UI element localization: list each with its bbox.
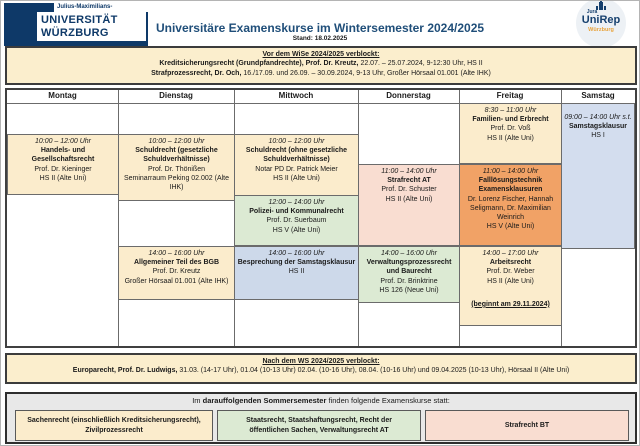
stand-date: Stand: 18.02.2025 <box>292 35 348 42</box>
event-lecturer: Dr. Lorenz Fischer, Hannah Seligmann, Dr. Maximilian Weinrich <box>467 195 554 222</box>
event-schuldrecht-ohne <box>234 134 359 196</box>
event-polizei-kommunalrecht <box>234 195 359 246</box>
event-time: 14:00 – 16:00 Uhr <box>148 250 205 257</box>
event-schuldrecht-gesetzlich <box>118 134 235 201</box>
event-title: Strafrecht AT <box>387 177 431 185</box>
day-header-freitag: Freitag <box>496 91 524 100</box>
event-room: HS II (Alte Uni) <box>487 134 534 142</box>
column-divider <box>118 90 119 346</box>
notice-line <box>7 59 635 68</box>
event-title: Falllösungstechnik Examensklausuren <box>478 177 543 194</box>
event-title: Samstagsklausur <box>569 123 627 131</box>
event-room: HS II (Alte Uni) <box>385 195 433 203</box>
event-samstagsklausur <box>561 103 635 249</box>
notice-details: 22.07. – 25.07.2024, 9-12:30 Uhr, HS II <box>358 60 483 68</box>
event-verwaltungsprozessrecht <box>358 246 460 303</box>
event-besprechung-samstagsklausur <box>234 246 359 300</box>
event-lecturer: Prof. Dr. Suerbaum <box>266 217 327 225</box>
event-start-note: (beginnt am 29.11.2024) <box>471 300 550 308</box>
event-time: 11:00 – 14:00 Uhr <box>381 168 437 175</box>
notice-after-semester <box>5 353 637 384</box>
jmu-logo-line2: WÜRZBURG <box>41 26 109 39</box>
unirep-name-label: UniRep <box>581 14 621 26</box>
event-room: Großer Hörsaal 01.001 (Alte IHK) <box>124 277 229 285</box>
event-lecturer: Prof. Dr. Kreutz <box>152 268 201 276</box>
semester-box-strafrecht-bt: Strafrecht BT <box>425 410 629 441</box>
day-header-montag: Montag <box>48 91 77 100</box>
jmu-logo-line1: UNIVERSITÄT <box>41 14 118 26</box>
notice-title: Nach dem WS 2024/2025 verblockt: <box>262 358 380 365</box>
event-room: HS II (Alte Uni) <box>39 174 87 182</box>
day-header-dienstag: Dienstag <box>159 91 193 100</box>
notice-course: Kreditsicherungsrecht (Grundpfandrechte), Prof. Dr. Kreutz, <box>159 60 359 68</box>
event-time: 14:00 – 17:00 Uhr <box>482 250 539 257</box>
event-room: HS II <box>288 268 305 276</box>
event-title: Allgemeiner Teil des BGB <box>133 259 220 267</box>
day-header-samstag: Samstag <box>581 91 615 100</box>
heading-bold: darauffolgenden Sommersemester <box>202 396 327 405</box>
event-falllösungstechnik <box>459 164 562 246</box>
event-title: Polizei- und Kommunalrecht <box>249 208 344 216</box>
next-semester-section <box>5 392 637 444</box>
semester-box-zivilrecht: Sachenrecht (einschließlich Kreditsicherungsrecht), Zivilprozessrecht <box>15 410 213 441</box>
event-title: Verwaltungsprozessrecht und Baurecht <box>366 259 452 276</box>
event-time: 09:00 – 14:00 Uhr s.t. <box>564 114 632 121</box>
jmu-logo-subtitle: Julius-Maximilians- <box>54 2 148 12</box>
event-time: 8:30 – 11:00 Uhr <box>484 107 537 114</box>
event-time: 11:00 – 14:00 Uhr <box>482 168 539 175</box>
page-title: Universitäre Examenskurse im Wintersemester 2024/2025 <box>155 21 485 35</box>
event-lecturer: Prof. Dr. Brinktrine <box>380 277 438 285</box>
event-room: HS V (Alte Uni) <box>272 226 321 234</box>
event-time: 10:00 – 12:00 Uhr <box>268 138 325 145</box>
notice-course: Strafprozessrecht, Dr. Och, <box>151 69 242 77</box>
day-header-mittwoch: Mittwoch <box>278 91 314 100</box>
event-title: Familien- und Erbrecht <box>472 116 549 124</box>
heading-post: finden folgende Examenskurse statt: <box>326 396 450 405</box>
event-familien-erbrecht <box>459 103 562 164</box>
unirep-logo <box>576 0 626 48</box>
event-lecturer: Prof. Dr. Schuster <box>381 186 437 194</box>
event-title: Handels- und Gesellschaftsrecht <box>31 147 95 164</box>
notice-line <box>7 69 635 78</box>
notice-title: Vor dem WiSe 2024/2025 verblockt: <box>262 51 380 58</box>
notice-details: 31.03. (14-17 Uhr), 01.04 (10-13 Uhr) 02.04. (10-16 Uhr), 08.04. (10-16 Uhr) und 09.04.2025 (10-13 Uhr), Hörsaal II (Alte Uni) <box>177 367 570 375</box>
semester-box-oeffentliches-recht: Staatsrecht, Staatshaftungsrecht, Recht der öffentlichen Sachen, Verwaltungsrecht AT <box>217 410 421 441</box>
event-handels-gesellschaftsrecht <box>7 134 119 195</box>
event-time: 14:00 – 16:00 Uhr <box>380 250 438 257</box>
event-lecturer: Notar PD Dr. Patrick Meier <box>255 165 338 173</box>
event-lecturer: Prof. Dr. Voß <box>490 125 531 133</box>
event-title: Schuldrecht (gesetzliche Schuldverhältnisse) <box>135 147 218 164</box>
event-strafrecht-at <box>358 164 460 246</box>
event-time: 12:00 – 14:00 Uhr <box>268 199 325 206</box>
event-title: Besprechung der Samstagsklausur <box>237 259 356 267</box>
event-title: Arbeitsrecht <box>489 259 532 267</box>
timetable <box>5 88 637 348</box>
event-room: HS II (Alte Uni) <box>487 277 534 285</box>
event-room: HS I <box>591 132 605 140</box>
event-lecturer: Prof. Dr. Weber <box>486 268 535 276</box>
event-time: 14:00 – 16:00 Uhr <box>268 250 325 257</box>
event-time: 10:00 – 12:00 Uhr <box>148 138 205 145</box>
event-lecturer: Prof. Dr. Thönißen <box>147 165 206 173</box>
heading-pre: Im <box>192 396 203 405</box>
next-semester-heading <box>7 396 635 405</box>
event-allgemeiner-teil-bgb <box>118 246 235 300</box>
notice-details: 16./17.09. und 26.09. – 30.09.2024, 9-13 Uhr, Großer Hörsaal 01.001 (Alte IHK) <box>241 69 491 77</box>
notice-before-semester <box>5 46 637 85</box>
notice-course: Europarecht, Prof. Dr. Ludwigs, <box>72 367 178 375</box>
event-room: HS V (Alte Uni) <box>486 223 535 231</box>
event-title: Schuldrecht (ohne gesetzliche Schuldverhältnisse) <box>245 147 348 164</box>
notice-line <box>7 366 635 375</box>
event-time: 10:00 – 12:00 Uhr <box>34 138 92 145</box>
event-room: HS II (Alte Uni) <box>273 174 320 182</box>
unirep-jura-label: Jura <box>586 9 598 15</box>
event-room: HS 126 (Neue Uni) <box>379 286 439 294</box>
event-lecturer: Prof. Dr. Kieninger <box>34 165 92 173</box>
event-arbeitsrecht <box>459 246 562 326</box>
day-header-donnerstag: Donnerstag <box>386 91 431 100</box>
unirep-city-label: Würzburg <box>588 26 614 33</box>
event-room: Seminarraum Peking 02.002 (Alte IHK) <box>123 174 230 192</box>
